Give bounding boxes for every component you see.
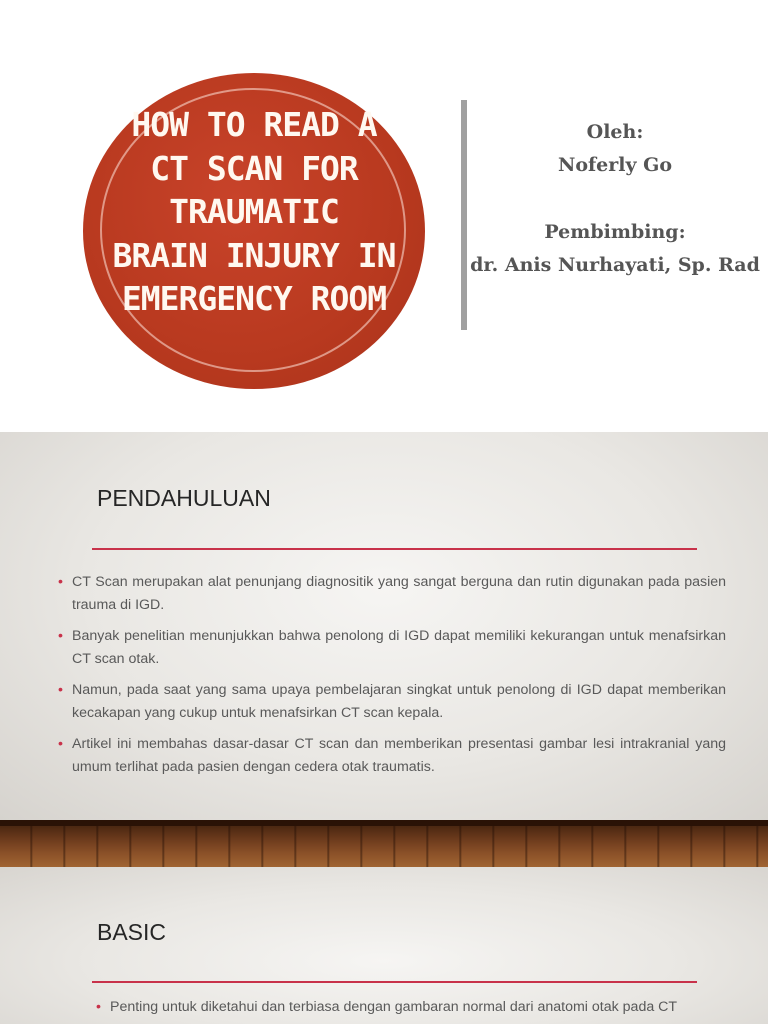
title-underline bbox=[92, 981, 697, 983]
bullet-text: CT Scan merupakan alat penunjang diagnositik yang sangat berguna dan rutin digunakan pada pasien trauma di IGD. bbox=[72, 574, 726, 613]
author-label: Oleh: bbox=[586, 121, 644, 143]
bullet-text: Artikel ini membahas dasar-dasar CT scan dan memberikan presentasi gambar lesi intrakranial yang umum terlihat pada pasien dengan cedera otak traumatis. bbox=[72, 736, 726, 775]
credits-block bbox=[466, 116, 764, 282]
list-item bbox=[58, 733, 726, 779]
advisor-label: Pembimbing: bbox=[544, 221, 686, 243]
wood-floor-divider bbox=[0, 820, 768, 867]
bullet-text: Banyak penelitian menunjukkan bahwa penolong di IGD dapat memiliki kekurangan untuk menafsirkan CT scan otak. bbox=[72, 628, 726, 667]
bullet-text: Penting untuk diketahui dan terbiasa dengan gambaran normal dari anatomi otak pada CT bbox=[110, 999, 678, 1015]
bullet-icon: • bbox=[58, 736, 63, 752]
bullet-icon: • bbox=[58, 574, 63, 590]
bullet-list bbox=[96, 996, 736, 1027]
list-item bbox=[58, 571, 726, 617]
author-name: Noferly Go bbox=[557, 154, 673, 176]
list-item bbox=[58, 679, 726, 725]
bullet-icon: • bbox=[58, 628, 63, 644]
bullet-text: Namun, pada saat yang sama upaya pembelajaran singkat untuk penolong di IGD dapat memberikan kecakapan yang cukup untuk menafsirkan CT scan kepala. bbox=[72, 682, 726, 721]
bullet-list bbox=[58, 571, 726, 787]
basic-slide bbox=[0, 867, 768, 1024]
title-slide bbox=[0, 0, 768, 432]
slide-title: PENDAHULUAN bbox=[97, 485, 271, 511]
advisor-name: dr. Anis Nurhayati, Sp. Rad bbox=[470, 254, 760, 276]
introduction-slide bbox=[0, 432, 768, 820]
list-item bbox=[58, 625, 726, 671]
bullet-icon: • bbox=[96, 999, 101, 1015]
list-item bbox=[96, 996, 736, 1019]
slide-title: BASIC bbox=[97, 919, 167, 945]
title-underline bbox=[92, 548, 697, 550]
bullet-icon: • bbox=[58, 682, 63, 698]
presentation-title: HOW TO READ A CT SCAN FOR TRAUMATIC BRAIN INJURY IN EMERGENCY ROOM bbox=[112, 105, 396, 318]
